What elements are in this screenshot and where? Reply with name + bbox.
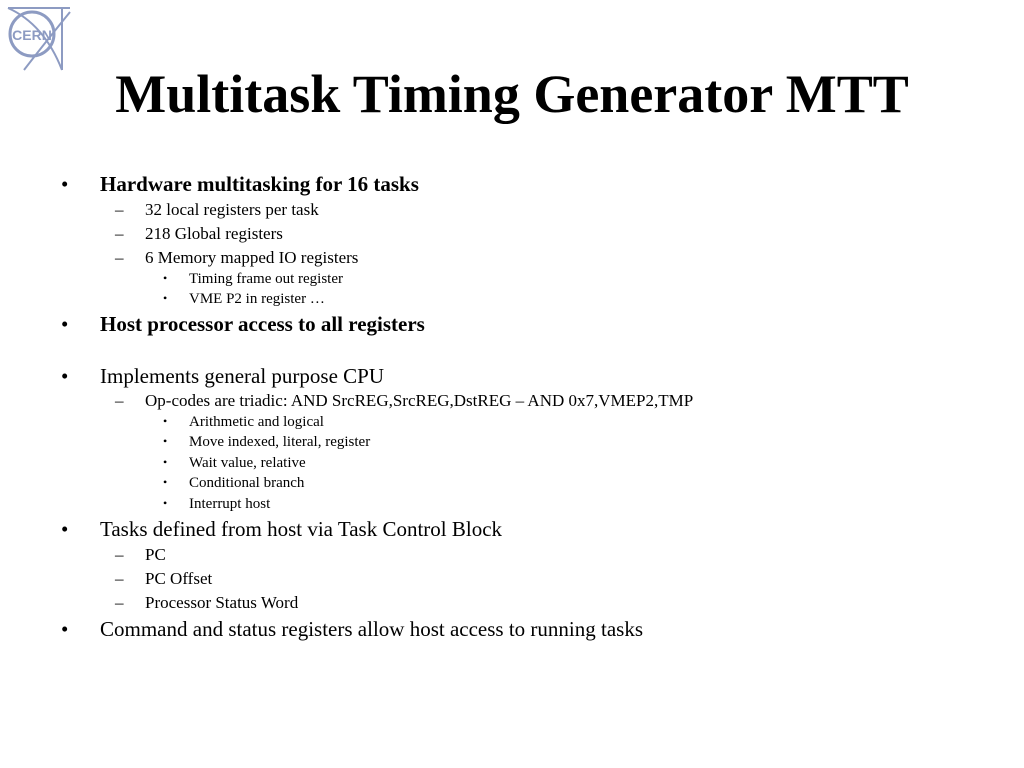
bullet-dash-icon: – <box>115 224 124 243</box>
bullet-dot-icon: • <box>61 312 69 336</box>
bullet-text: Command and status registers allow host access to running tasks <box>100 617 643 641</box>
bullet-text: 32 local registers per task <box>145 200 319 219</box>
bullet-dot-icon: • <box>163 475 168 489</box>
bullet-text: VME P2 in register … <box>189 291 325 307</box>
slide-title: Multitask Timing Generator MTT <box>115 64 909 124</box>
bullet-dash-icon: – <box>115 593 124 612</box>
bullet-dash-icon: – <box>115 545 124 564</box>
bullet-dot-icon: • <box>163 291 168 305</box>
bullet-text: Wait value, relative <box>189 455 306 471</box>
bullet-text: PC <box>145 545 166 564</box>
bullet-dot-icon: • <box>61 617 69 641</box>
bullet-text: 6 Memory mapped IO registers <box>145 248 359 267</box>
bullet-dot-icon: • <box>163 496 168 510</box>
bullet-text: 218 Global registers <box>145 224 283 243</box>
bullet-text: Op-codes are triadic: AND SrcREG,SrcREG,DstREG – AND 0x7,VMEP2,TMP <box>145 391 694 410</box>
bullet-dot-icon: • <box>61 517 69 541</box>
bullet-dot-icon: • <box>163 455 168 469</box>
bullet-text: Interrupt host <box>189 496 271 512</box>
bullet-text: Arithmetic and logical <box>189 414 324 430</box>
bullet-dash-icon: – <box>115 200 124 219</box>
bullet-text: Move indexed, literal, register <box>189 434 371 450</box>
bullet-dash-icon: – <box>115 569 124 588</box>
bullet-dash-icon: – <box>115 248 124 267</box>
bullet-dot-icon: • <box>61 172 69 196</box>
bullet-dot-icon: • <box>163 271 168 285</box>
bullet-text: Hardware multitasking for 16 tasks <box>100 172 419 196</box>
bullet-text: Host processor access to all registers <box>100 312 425 336</box>
bullet-dot-icon: • <box>163 414 168 428</box>
logo-text: CERN <box>12 27 52 43</box>
bullet-text: Processor Status Word <box>145 593 299 612</box>
bullet-text: Conditional branch <box>189 475 305 491</box>
bullet-text: Timing frame out register <box>189 271 344 287</box>
bullet-dash-icon: – <box>115 391 124 410</box>
bullet-dot-icon: • <box>163 434 168 448</box>
bullet-dot-icon: • <box>61 364 69 388</box>
bullet-text: Implements general purpose CPU <box>100 364 385 388</box>
bullet-text: Tasks defined from host via Task Control Block <box>100 517 503 541</box>
bullet-text: PC Offset <box>145 569 213 588</box>
